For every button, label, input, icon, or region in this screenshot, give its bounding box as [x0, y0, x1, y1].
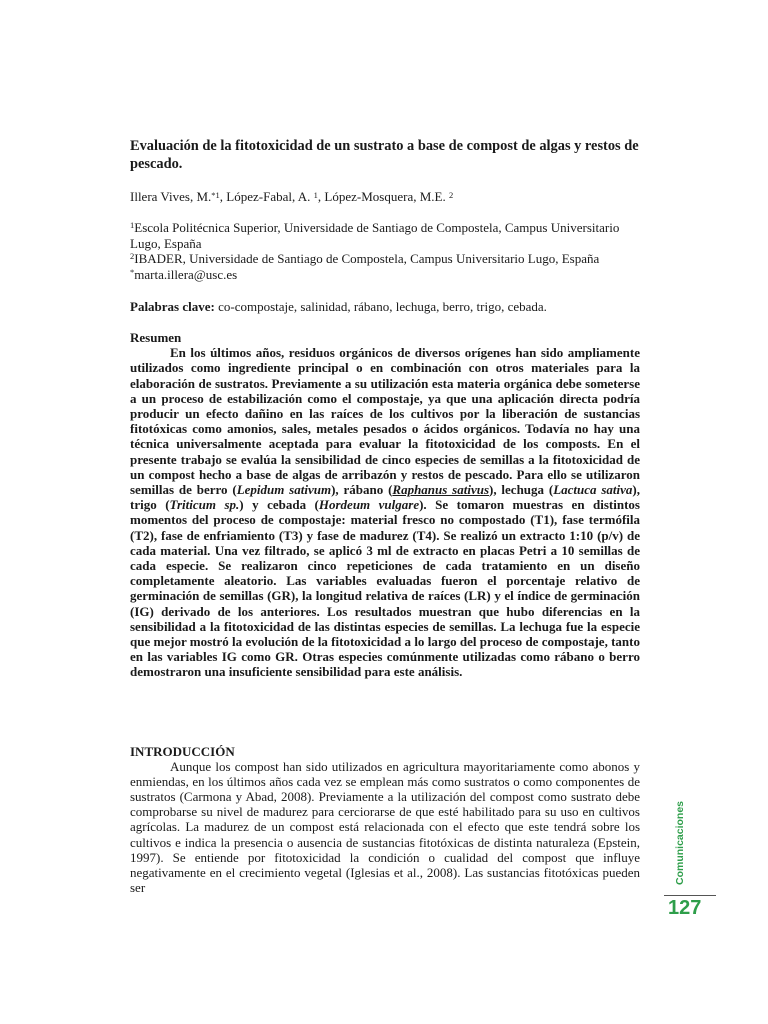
species-lactuca: Lactuca sativa — [553, 482, 633, 498]
abstract-text-1: En los últimos años, residuos orgánicos de diversos orígenes han sido ampliamente utilizados como ingrediente principal o en combinación con otros materiales para la elaboración de sustratos. Previamente a su utilización esta materia orgánica debe someterse a un proceso de estabilización como el compostaje, ya que una aplicación directa podría producir un efecto dañino en las raíces de los cultivos por la liberación de sustancias fitotóxicas como amonios, sales, metales pesados o ácidos orgánicos. Todavía no hay una técnica universalmente aceptada para evaluar la fitotoxicidad de los composts. En el presente trabajo se evalúa la sensibilidad de cinco especies de semillas a la fitotoxicidad de un compost hecho a base de algas de arribazón y restos de pescado. Para ello se utilizaron semillas de berro ( — [130, 345, 640, 498]
author-list — [130, 189, 640, 205]
email-mark: * — [130, 266, 135, 277]
author-1: Illera Vives, M. — [130, 189, 212, 204]
affiliation-1-mark: 1 — [130, 220, 135, 230]
author-3-affil-mark: 2 — [448, 190, 454, 200]
affiliation-1-text: Escola Politécnica Superior, Universidade de Santiago de Compostela, Campus Universitario Lugo, España — [130, 220, 620, 251]
species-raphanus: Raphanus sativus — [392, 482, 490, 498]
section-label: Comunicaciones — [674, 800, 686, 885]
abstract-text-2: ). Se tomaron muestras en distintos momentos del proceso de compostaje: material fresco no compostado (T1), fase termófila (T2), fase de enfriamiento (T3) y fase de madurez (T4). Se realizó un extracto 1:10 (p/v) de cada material. Una vez filtrado, se aplicó 3 ml de extracto en placas Petri a 10 semillas de cada especie. Se realizaron cinco repeticiones de cada tratamiento en un diseño completamente aleatorio. Las variables evaluadas fueron el porcentaje relativo de germinación de semillas (GR), la longitud relativa de raíces (LR) y el índice de germinación (IG) derivado de los anteriores. Los resultados muestran que hubo diferencias en la sensibilidad a la fitotoxicidad de las distintas especies de semillas. La lechuga fue la especie que mejor mostró la evolución de la fitotoxicidad a lo largo del proceso de compostaje, tanto en las variables IG como GR. Otras especies comúnmente utilizadas como rábano o berro demostraron una insuficiente sensibilidad para este análisis. — [130, 497, 640, 680]
affiliation-1 — [130, 220, 640, 251]
abstract-heading: Resumen — [130, 330, 182, 345]
author-2-affil-mark: 1 — [313, 190, 318, 200]
author-1-affil-mark: *1 — [211, 190, 220, 200]
page-number-rule — [664, 895, 716, 896]
species-hordeum: Hordeum vulgare — [318, 497, 420, 513]
introduction-text: Aunque los compost han sido utilizados en agricultura mayoritariamente como abonos y enmiendas, en los últimos años cada vez se emplean más como sustratos o como componentes de sustratos (Carmona y Abad, 2008). Previamente a la utilización del compost como sustrato debe comprobarse su nivel de madurez para cerciorarse de que esté habilitado para su uso en cultivos agrícolas. La madurez de un compost está relacionada con el efecto que este tendrá sobre los cultivos e indica la presencia o ausencia de sustancias fitotóxicas de distinta naturaleza (Epstein, 1997). Se entiende por fitotoxicidad la condición o cualidad del compost que influye negativamente en el crecimiento vegetal (Iglesias et al., 2008). Las sustancias fitotóxicas pueden ser — [130, 759, 640, 895]
keywords-text: co-compostaje, salinidad, rábano, lechuga, berro, trigo, cebada. — [214, 299, 547, 314]
abstract-sep-1: ), rábano ( — [331, 482, 393, 498]
affiliations — [130, 220, 640, 282]
affiliation-2-mark: 2 — [130, 251, 135, 261]
keywords — [130, 299, 640, 315]
abstract-body — [130, 345, 640, 679]
corresponding-email — [130, 267, 640, 283]
introduction-heading: INTRODUCCIÓN — [130, 744, 235, 759]
page-number: 127 — [668, 897, 702, 919]
paper-title: Evaluación de la fitotoxicidad de un sustrato a base de compost de algas y restos de pescado. — [130, 138, 639, 172]
email-text: marta.illera@usc.es — [134, 266, 238, 282]
keywords-label: Palabras clave: — [130, 299, 215, 314]
affiliation-2 — [130, 251, 640, 267]
abstract-sep-3: ), trigo ( — [130, 482, 641, 513]
author-3: , López-Mosquera, M.E. — [317, 189, 446, 204]
species-lepidium: Lepidum sativum — [236, 482, 332, 498]
affiliation-2-text: IBADER, Universidade de Santiago de Compostela, Campus Universitario Lugo, España — [134, 251, 600, 266]
abstract-section — [130, 330, 640, 680]
author-2: , López-Fabal, A. — [219, 189, 311, 204]
introduction-section — [130, 744, 640, 895]
species-triticum: Triticum sp. — [169, 497, 240, 513]
abstract-sep-2: ), lechuga ( — [489, 482, 554, 498]
abstract-sep-4: ) y cebada ( — [239, 497, 319, 513]
